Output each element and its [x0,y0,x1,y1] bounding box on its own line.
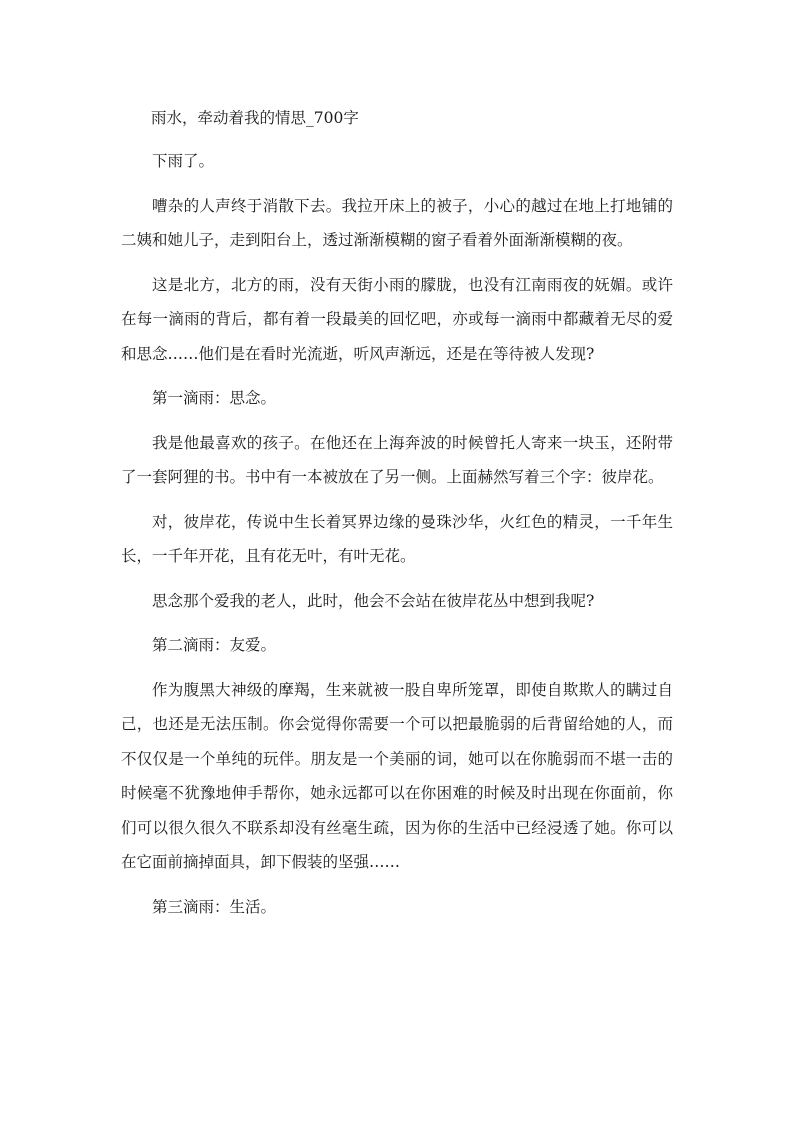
spacer [121,134,673,144]
paragraph-missing-elder: 思念那个爱我的老人，此时，他会不会站在彼岸花丛中想到我呢? [152,591,595,610]
paragraph-rain-begins: 下雨了。 [152,152,215,170]
spacer [121,258,673,268]
spacer [121,574,673,584]
spacer [121,371,673,381]
spacer [121,880,673,890]
section-heading-second-drop: 第二滴雨：友爱。 [152,636,277,654]
spacer [121,495,673,505]
section-heading-third-drop: 第三滴雨：生活。 [152,897,277,916]
spacer [121,179,673,189]
document-title: 雨水，牵动着我的情思_700字 [151,109,359,127]
spacer [121,416,673,426]
paragraph-higanbana: 对，彼岸花，传说中生长着冥界边缘的曼珠沙华，火红色的精灵，一千年生长，一千年开花，且有花无叶，有叶无花。 [121,512,673,565]
spacer [121,663,673,673]
paragraph-northern-rain: 这是北方，北方的雨，没有天街小雨的朦胧，也没有江南雨夜的妩媚。或许在每一滴雨的背后，都有着一段最美的回忆吧，亦或每一滴雨中都藏着无尽的爱和思念……他们是在看时光流逝，听风声渐远，还是在等待被人发现? [121,275,673,363]
section-heading-first-drop: 第一滴雨：思念。 [152,389,277,407]
paragraph-friendship: 作为腹黑大神级的摩羯，生来就被一股自卑所笼罩，即使自欺欺人的瞒过自己，也还是无法压制。你会觉得你需要一个可以把最脆弱的后背留给她的人，而不仅仅是一个单纯的玩伴。朋友是一个美丽的词，她可以在你脆弱而不堪一击的时候毫不犹豫地伸手帮你，她永远都可以在你困难的时候及时出现在你面前，你们可以很久很久不联系却没有丝毫生疏，因为你的生活中已经浸透了她。你可以在它面前摘掉面具，卸下假装的坚强…… [121,680,673,871]
paragraph-balcony: 嘈杂的人声终于消散下去。我拉开床上的被子，小心的越过在地上打地铺的二姨和她儿子，走到阳台上，透过渐渐模糊的窗子看着外面渐渐模糊的夜。 [121,196,673,249]
document-page [121,102,673,924]
paragraph-favorite-child: 我是他最喜欢的孩子。在他还在上海奔波的时候曾托人寄来一块玉，还附带了一套阿狸的书。书中有一本被放在了另一侧。上面赫然写着三个字：彼岸花。 [121,433,673,486]
spacer [121,618,673,628]
